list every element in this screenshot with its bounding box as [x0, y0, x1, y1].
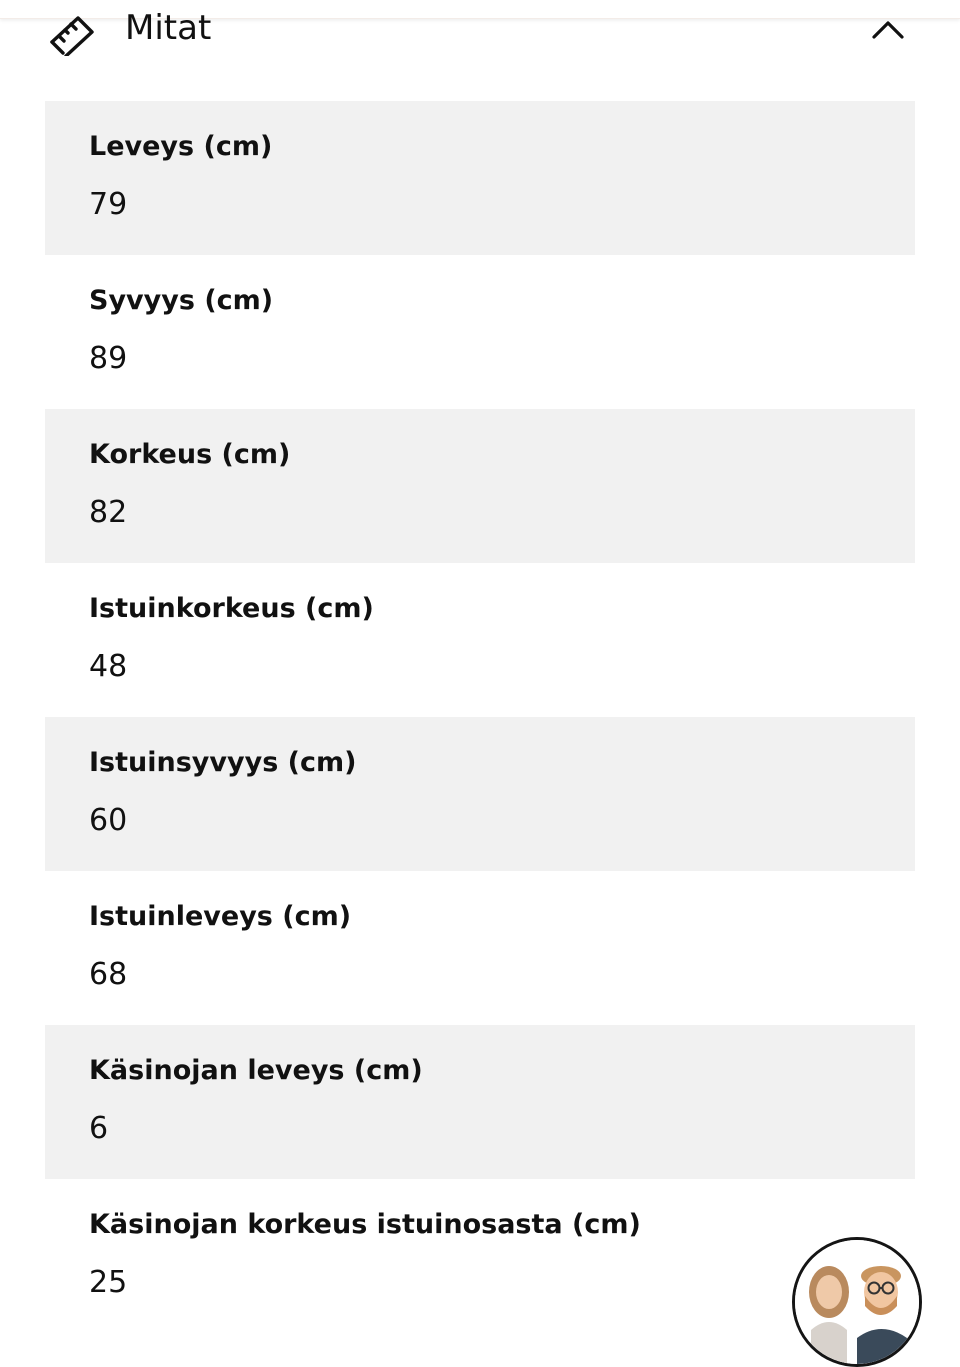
dimension-value: 25 — [89, 1265, 128, 1300]
chevron-up-icon — [866, 10, 910, 46]
dimension-value: 48 — [89, 649, 128, 684]
dimension-label: Käsinojan korkeus istuinosasta (cm) — [89, 1209, 641, 1240]
dimension-value: 6 — [89, 1111, 109, 1146]
dimension-value: 79 — [89, 187, 128, 222]
section-title: Mitat — [125, 8, 212, 48]
dimensions-section-header[interactable] — [0, 0, 960, 70]
dimension-value: 82 — [89, 495, 128, 530]
dimension-value: 89 — [89, 341, 128, 376]
support-agents-avatar-icon — [795, 1240, 919, 1364]
dimension-label: Syvyys (cm) — [89, 285, 274, 316]
dimension-row-seat-height — [45, 563, 915, 717]
dimension-label: Istuinsyvyys (cm) — [89, 747, 357, 778]
dimension-value: 68 — [89, 957, 128, 992]
dimension-label: Korkeus (cm) — [89, 439, 291, 470]
dimension-label: Istuinkorkeus (cm) — [89, 593, 374, 624]
chat-support-button[interactable] — [792, 1237, 922, 1367]
dimension-row-width — [45, 101, 915, 255]
dimension-row-depth — [45, 255, 915, 409]
dimensions-list — [45, 101, 915, 1333]
ruler-icon — [44, 12, 98, 56]
dimension-row-seat-depth — [45, 717, 915, 871]
collapse-button[interactable] — [866, 10, 910, 46]
dimension-label: Käsinojan leveys (cm) — [89, 1055, 423, 1086]
dimension-value: 60 — [89, 803, 128, 838]
dimension-row-height — [45, 409, 915, 563]
dimension-label: Leveys (cm) — [89, 131, 273, 162]
dimension-row-seat-width — [45, 871, 915, 1025]
dimension-row-armrest-width — [45, 1025, 915, 1179]
dimension-row-armrest-height — [45, 1179, 915, 1333]
dimension-label: Istuinleveys (cm) — [89, 901, 352, 932]
